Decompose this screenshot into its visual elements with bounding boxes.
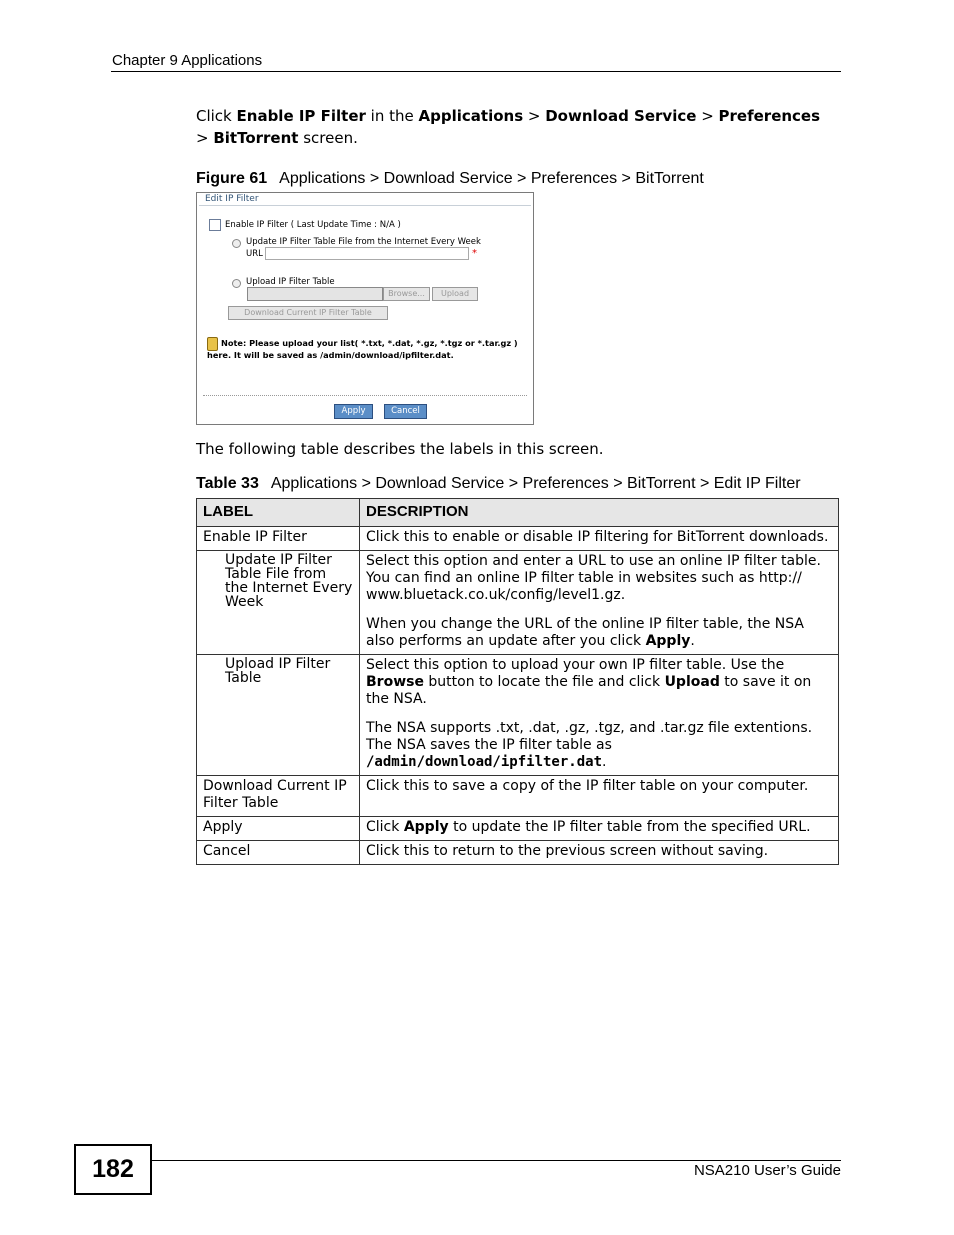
table-row — [197, 527, 839, 551]
file-path-input[interactable] — [247, 287, 383, 301]
panel-divider — [203, 395, 527, 396]
enable-ip-filter-label: Enable IP Filter ( Last Update Time : N/A ) — [225, 220, 401, 230]
url-label: URL — [246, 249, 263, 259]
table-row — [197, 841, 839, 865]
row-description: Select this option to upload your own IP filter table. Use the Browse button to locate the file and click Upload to save it on the NSA. The NSA supports .txt, .dat, .gz, .tgz, and .tar.gz file extentions. The NSA saves the IP filter table as /admin/download/ipfilter.dat. — [360, 655, 839, 776]
guide-title: NSA210 User’s Guide — [693, 1162, 841, 1179]
update-from-internet-label: Update IP Filter Table File from the Internet Every Week — [246, 237, 481, 247]
table-intro: The following table describes the labels in this screen. — [196, 440, 604, 458]
table-row — [197, 776, 839, 817]
upload-button[interactable]: Upload — [432, 287, 478, 301]
table-caption: Table 33 Applications > Download Service > Preferences > BitTorrent > Edit IP Filter — [196, 475, 801, 492]
panel-title-rule — [199, 205, 531, 206]
row-description: Select this option and enter a URL to use an online IP filter table. You can find an online IP filter table in websites such as http:// www.bluetack.co.uk/config/level1.gz. When you change the URL of the online IP filter table, the NSA also performs an update after you click Apply. — [360, 551, 839, 655]
table-row — [197, 655, 839, 776]
figure-caption: Figure 61 Applications > Download Service > Preferences > BitTorrent — [196, 170, 704, 187]
header-rule — [111, 71, 841, 72]
row-description: Click this to save a copy of the IP filter table on your computer. — [360, 776, 839, 817]
header-label: LABEL — [197, 499, 360, 527]
row-description: Click this to enable or disable IP filtering for BitTorrent downloads. — [360, 527, 839, 551]
update-from-internet-radio[interactable] — [232, 239, 241, 248]
row-label: Apply — [197, 817, 360, 841]
row-label: Cancel — [197, 841, 360, 865]
upload-note: Note: Please upload your list( *.txt, *.dat, *.gz, *.tgz or *.tar.gz ) here. It will be saved as /admin/download/ipfilter.dat. — [207, 338, 518, 360]
row-description: Click Apply to update the IP filter table from the specified URL. — [360, 817, 839, 841]
row-description: Click this to return to the previous screen without saving. — [360, 841, 839, 865]
cancel-button[interactable]: Cancel — [384, 404, 427, 419]
table-row — [197, 817, 839, 841]
table-row — [197, 551, 839, 655]
table-header-row — [197, 499, 839, 527]
chapter-title: Chapter 9 Applications — [112, 52, 263, 69]
download-current-table-button[interactable]: Download Current IP Filter Table — [228, 306, 388, 320]
apply-button[interactable]: Apply — [334, 404, 373, 419]
row-label: Download Current IP Filter Table — [197, 776, 360, 817]
panel-title: Edit IP Filter — [205, 194, 259, 204]
intro-paragraph: Click Enable IP Filter in the Applications > Download Service > Preferences > BitTorrent screen. — [196, 107, 821, 147]
url-input[interactable] — [265, 247, 469, 260]
row-label: Upload IP Filter Table — [197, 655, 360, 776]
edit-ip-filter-screenshot — [196, 192, 534, 425]
footer-rule — [152, 1160, 841, 1161]
header-description: DESCRIPTION — [360, 499, 839, 527]
upload-table-label: Upload IP Filter Table — [246, 277, 335, 287]
upload-table-radio[interactable] — [232, 279, 241, 288]
row-label: Update IP Filter Table File from the Internet Every Week — [197, 551, 360, 655]
browse-button[interactable]: Browse... — [383, 287, 430, 301]
required-mark: * — [472, 248, 477, 259]
enable-ip-filter-checkbox[interactable] — [209, 219, 221, 231]
label-description-table — [196, 498, 839, 865]
row-label: Enable IP Filter — [197, 527, 360, 551]
page-number: 182 — [74, 1144, 152, 1195]
